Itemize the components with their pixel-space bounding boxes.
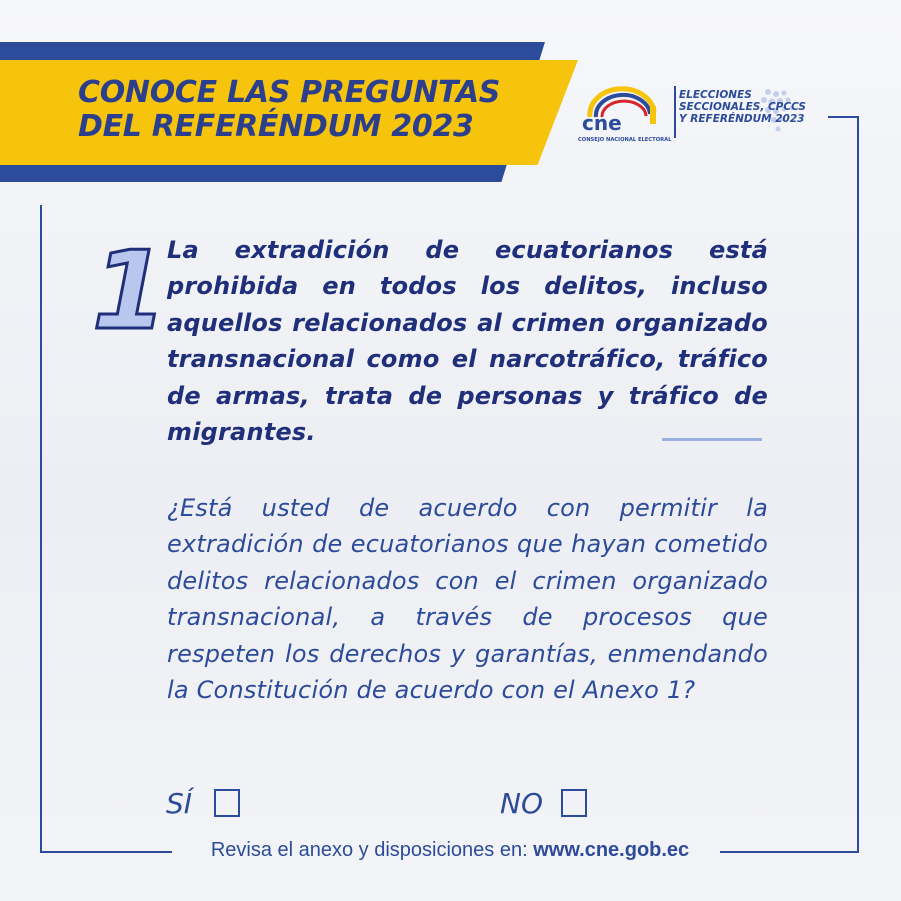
- cne-subtitle: CONSEJO NACIONAL ELECTORAL: [578, 137, 672, 143]
- elections-line-3: Y REFERÉNDUM 2023: [679, 113, 805, 125]
- page-title: [78, 76, 548, 144]
- title-line-2: DEL REFERÉNDUM 2023: [78, 109, 474, 144]
- question-number-text: 1: [92, 229, 168, 354]
- question-number: [86, 229, 168, 354]
- cne-logo: [576, 84, 670, 144]
- cne-wordmark: cne: [582, 111, 622, 135]
- frame-line-top: [828, 116, 859, 118]
- frame-line-left: [40, 205, 42, 853]
- elections-logo-text: [679, 89, 809, 125]
- frame-line-right: [857, 117, 859, 853]
- frame-line-bottom-right: [720, 851, 859, 853]
- question-statement: La extradición de ecuatorianos está prohibida en todos los delitos, incluso aquellos relacionados al crimen organizado transnacional como el narcotráfico, tráfico de armas, trata de personas y tráfico de migrantes.: [167, 236, 768, 447]
- frame-line-bottom-left: [40, 851, 172, 853]
- logo-separator: [674, 86, 676, 138]
- elections-line-1: ELECCIONES: [679, 89, 752, 101]
- footer-text: Revisa el anexo y disposiciones en:: [210, 839, 534, 861]
- elections-line-2: SECCIONALES, CPCCS: [679, 101, 806, 113]
- no-checkbox[interactable]: [561, 789, 587, 817]
- footer-link[interactable]: www.cne.gob.ec: [533, 839, 690, 861]
- no-label: NO: [500, 787, 543, 820]
- yes-checkbox[interactable]: [214, 789, 240, 817]
- footer: [180, 836, 720, 864]
- yes-label: SÍ: [166, 787, 193, 820]
- question-prompt: ¿Está usted de acuerdo con permitir la extradición de ecuatorianos que hayan cometido delitos relacionados con el crimen organizado transnacional, a través de procesos que respeten los derechos y garantías, enmendando la Constitución de acuerdo con el Anexo 1?: [167, 494, 768, 705]
- title-line-1: CONOCE LAS PREGUNTAS: [78, 75, 501, 110]
- divider: [662, 438, 762, 441]
